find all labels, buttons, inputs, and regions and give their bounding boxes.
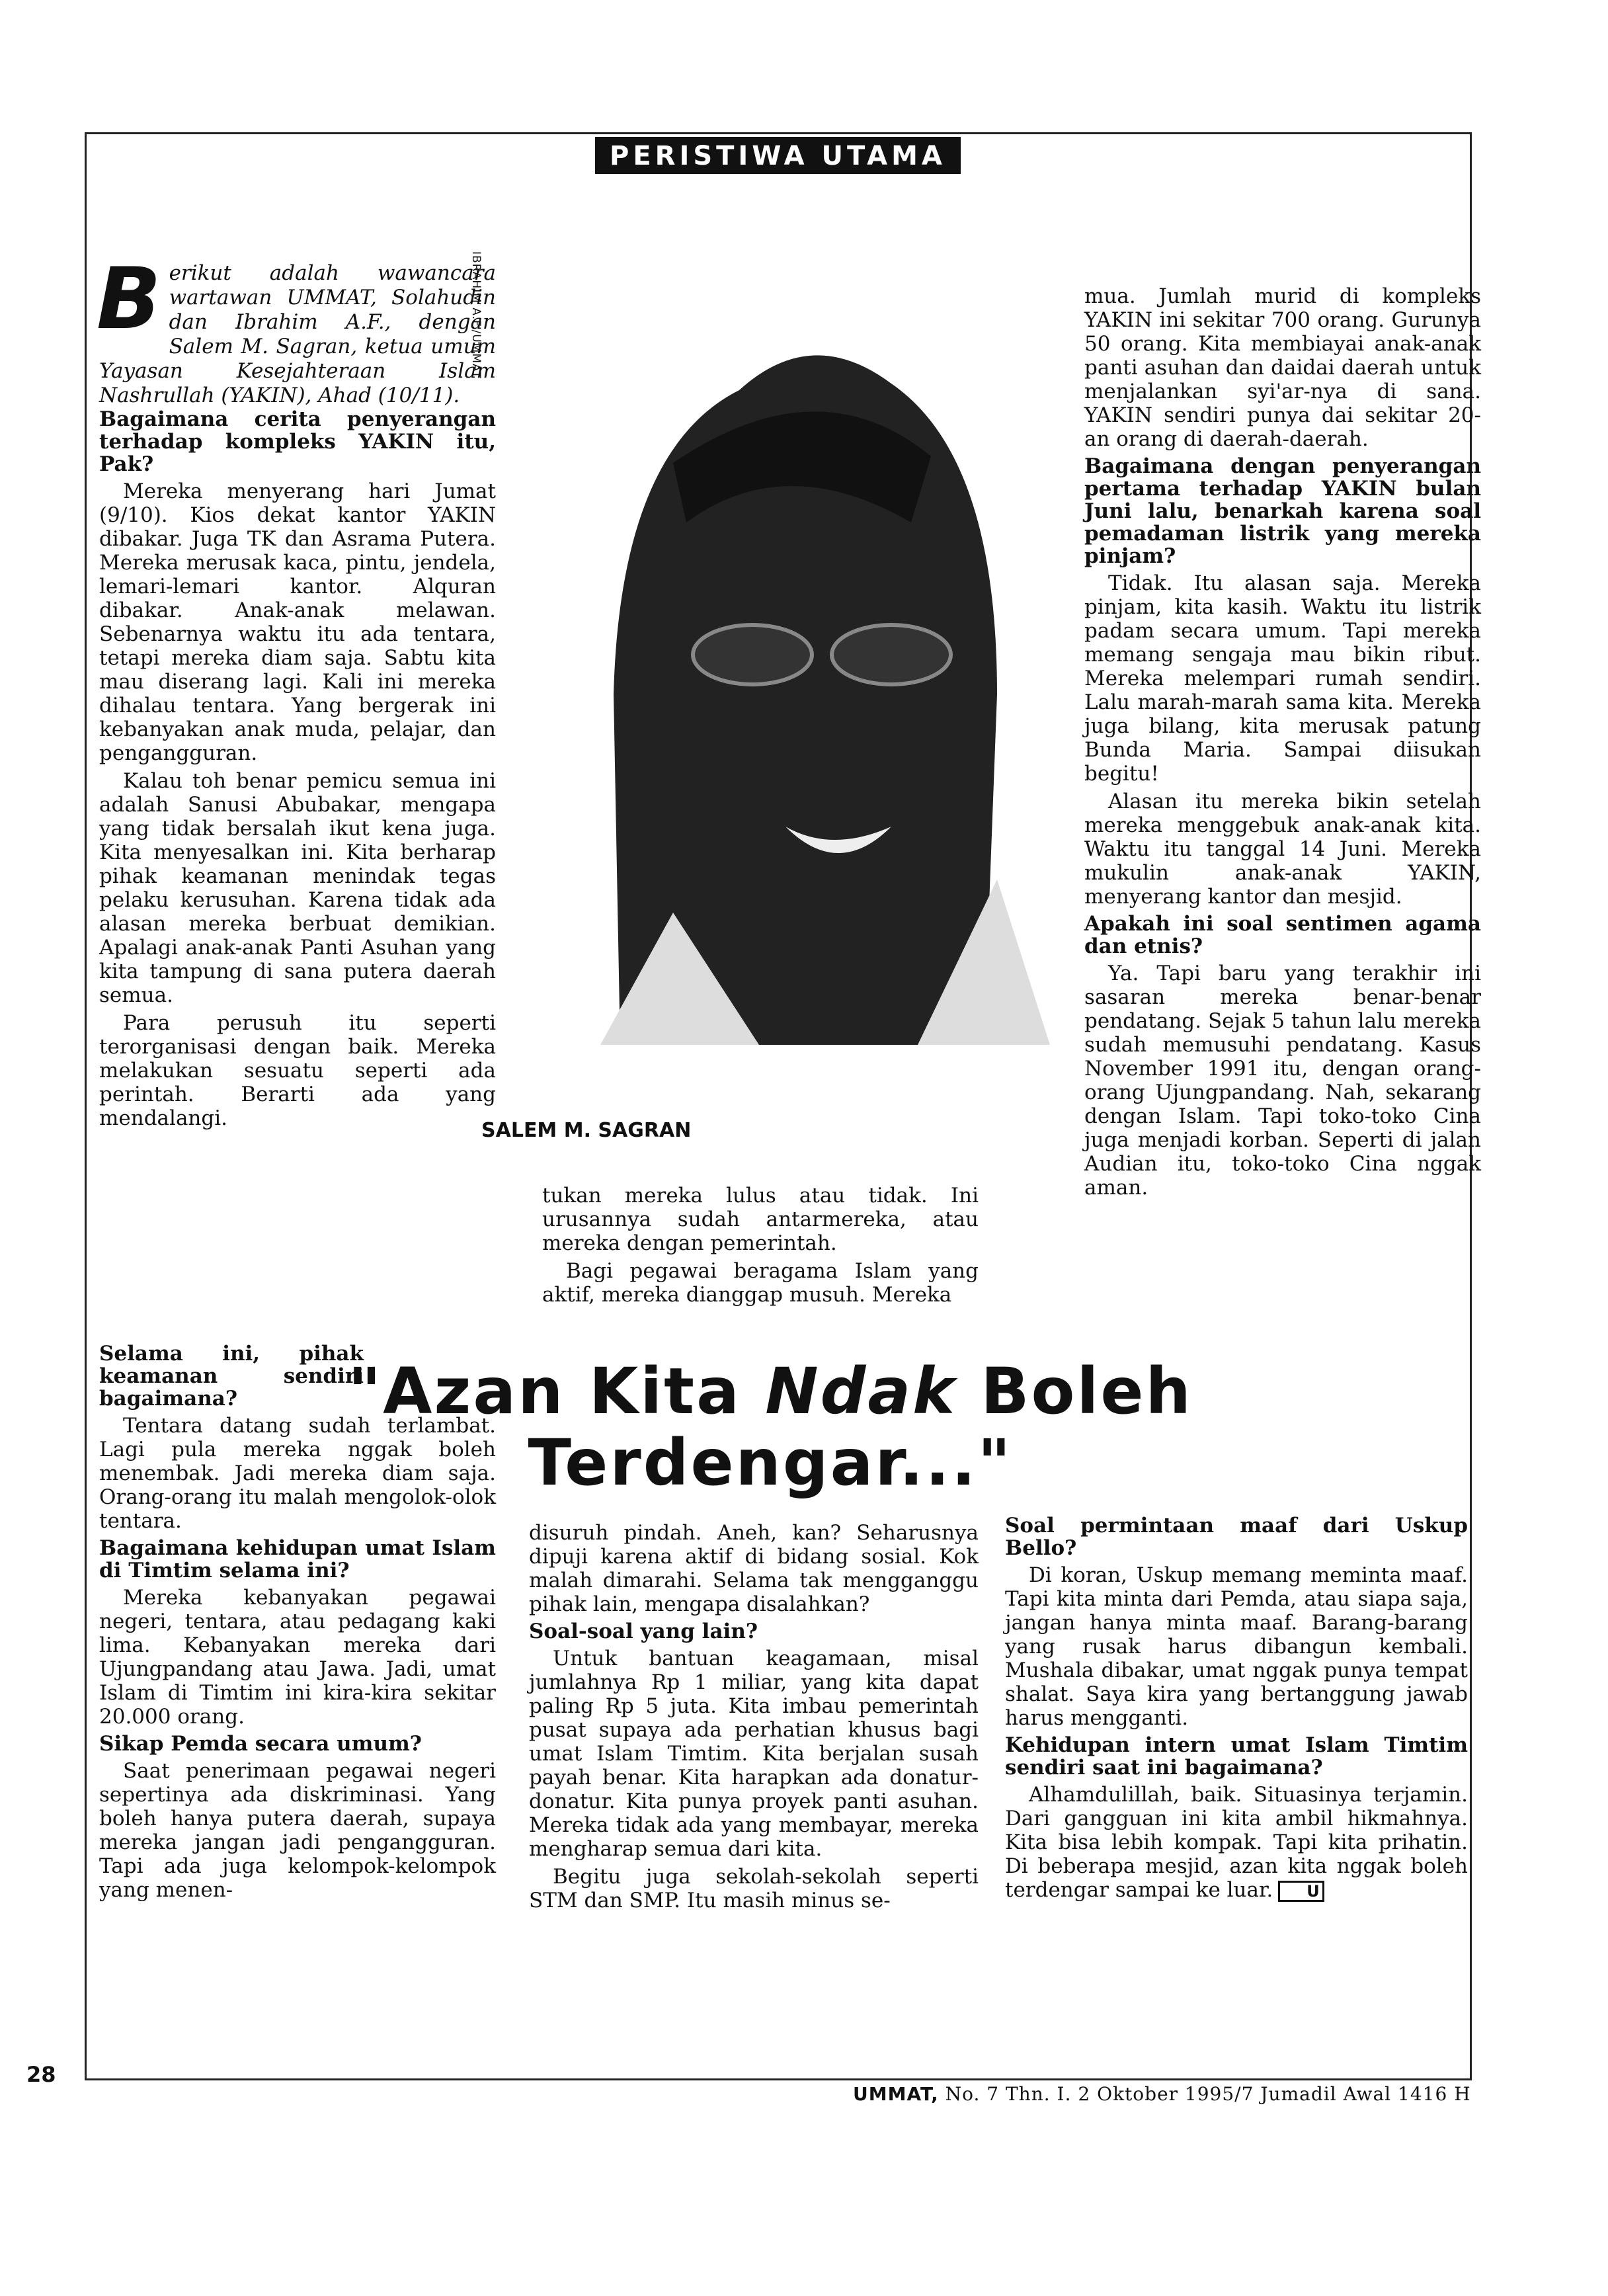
column-middle [542, 1184, 979, 1311]
answer-paragraph: Kalau toh benar pemicu semua ini adalah Sanusi Abubakar, mengapa yang tidak bersalah ikut kena juga. Kita menyesalkan ini. Kita berharap pihak keamanan menindak tegas pelaku kerusuhan. Karena tidak ada alasan mereka berbuat demikian. Apalagi anak-anak Panti Asuhan yang kita tampung di sana putera daerah semua. [99, 769, 496, 1007]
answer-paragraph: Tidak. Itu alasan saja. Mereka pinjam, kita kasih. Waktu itu listrik padam secara umum. Tapi mereka memang sengaja mau bikin ribut. Mereka melempari rumah sendiri. Lalu marah-marah sama kita. Mereka juga bilang, kita merusak patung Bunda Maria. Sampai diisukan begitu! [1084, 571, 1481, 786]
answer-paragraph: Untuk bantuan keagamaan, misal jumlahnya Rp 1 miliar, yang kita dapat paling Rp 5 juta. Kita imbau pemerintah pusat supaya ada perhatian khusus bagi umat Islam Timtim. Kita berjalan susah payah benar. Kita harapkan ada donatur-donatur. Kita punya proyek panti asuhan. Mereka tidak ada yang membayar, mereka mengharap semua dari kita. [529, 1647, 979, 1861]
answer-paragraph: Mereka menyerang hari Jumat (9/10). Kios dekat kantor YAKIN dibakar. Juga TK dan Asrama Putera. Mereka merusak kaca, pintu, jendela, lemari-lemari kantor. Alquran dibakar. Anak-anak melawan. Sebenarnya waktu itu ada tentara, tetapi mereka diam saja. Sabtu kita mau diserang lagi. Kali ini mereka dihalau tentara. Yang bergerak ini kebanyakan anak muda, pelajar, dan pengangguran. [99, 479, 496, 765]
question: Apakah ini soal sentimen agama dan etnis? [1084, 912, 1481, 958]
answer-paragraph: Bagi pegawai beragama Islam yang aktif, mereka dianggap musuh. Mereka [542, 1259, 979, 1307]
intro-text: erikut adalah wawancara wartawan UMMAT, Solahudin dan Ibrahim A.F., dengan Salem M. Sagran, ketua umum Yayasan Kesejahteraan Islam Nashrullah (YAKIN), Ahad (10/11). [99, 261, 496, 407]
answer-paragraph: disuruh pindah. Aneh, kan? Seharusnya dipuji karena aktif di bidang sosial. Kok malah dimarahi. Selama tak mengganggu pihak lain, mengapa disalahkan? [529, 1521, 979, 1616]
answer-paragraph: Saat penerimaan pegawai negeri sepertinya ada diskriminasi. Yang boleh hanya putera daerah, supaya mereka jangan jadi pengangguran. Tapi ada juga kelompok-kelompok yang menen- [99, 1759, 496, 1902]
question: Bagaimana kehidupan umat Islam di Timtim selama ini? [99, 1536, 496, 1582]
question: Bagaimana cerita penyerangan terhadap kompleks YAKIN itu, Pak? [99, 407, 496, 476]
section-label: PERISTIWA UTAMA [595, 137, 961, 174]
headline-line-1: "Azan Kita Ndak Boleh [348, 1354, 1193, 1428]
intro-paragraph [97, 250, 496, 408]
article-headline [331, 1356, 1210, 1498]
answer-paragraph: Tentara datang sudah terlambat. Lagi pula mereka nggak boleh menembak. Jadi mereka diam saja. Orang-orang itu malah mengolok-olok tentara. [99, 1414, 496, 1533]
column-left [97, 250, 496, 1134]
question: Selama ini, pihak keamanan sendiri bagaimana? [99, 1342, 364, 1411]
photo-caption: SALEM M. SAGRAN [481, 1119, 692, 1142]
column-right-lower [1005, 1514, 1468, 1906]
page-number: 28 [26, 2062, 56, 2087]
drop-cap: B [97, 250, 161, 348]
answer-paragraph: tukan mereka lulus atau tidak. Ini urusannya sudah antarmereka, atau mereka dengan pemerintah. [542, 1184, 979, 1255]
end-mark: U [1278, 1881, 1324, 1902]
answer-paragraph: Ya. Tapi baru yang terakhir ini sasaran mereka benar-benar pendatang. Sejak 5 tahun lalu mereka sudah memusuhi pendatang. Kasus November 1991 itu, dengan orang-orang Ujungpandang. Nah, sekarang dengan Islam. Tapi toko-toko Cina juga menjadi korban. Seperti di jalan Audian itu, toko-toko Cina nggak aman. [1084, 962, 1481, 1200]
answer-paragraph: Begitu juga sekolah-sekolah seperti STM dan SMP. Itu masih minus se- [529, 1865, 979, 1912]
question: Soal-soal yang lain? [529, 1620, 758, 1643]
portrait-photo [521, 284, 1076, 1045]
answer-paragraph: Mereka kebanyakan pegawai negeri, tentara, atau pedagang kaki lima. Kebanyakan mereka dari Ujungpandang atau Jawa. Jadi, umat Islam di Timtim ini kira-kira sekitar 20.000 orang. [99, 1586, 496, 1729]
question: Sikap Pemda secara umum? [99, 1732, 422, 1756]
answer-paragraph: Alhamdulillah, baik. Situasinya terjamin. Dari gangguan ini kita ambil hikmahnya. Kita bisa lebih kompak. Tapi kita prihatin. Di beberapa mesjid, azan kita nggak boleh terdengar sampai ke luar. U [1005, 1783, 1468, 1902]
answer-paragraph: Di koran, Uskup memang meminta maaf. Tapi kita minta dari Pemda, atau siapa saja, jangan hanya minta maaf. Barang-barang yang rusak harus dibangun kembali. Mushala dibakar, umat nggak punya tempat shalat. Saya kira yang bertanggung jawab harus mengganti. [1005, 1563, 1468, 1730]
question: Soal permintaan maaf dari Uskup Bello? [1005, 1514, 1468, 1560]
question: Kehidupan intern umat Islam Timtim sendiri saat ini bagaimana? [1005, 1733, 1468, 1780]
column-right [1084, 284, 1481, 1204]
headline-line-2: Terdengar..." [528, 1426, 1013, 1500]
answer-paragraph: mua. Jumlah murid di kompleks YAKIN ini sekitar 700 orang. Gurunya 50 orang. Kita membiayai anak-anak panti asuhan dan daidai daerah untuk menjalankan syi'ar-nya di sana. YAKIN sendiri punya dai sekitar 20-an orang di daerah-daerah. [1084, 284, 1481, 451]
question: Bagaimana dengan penyerangan pertama terhadap YAKIN bulan Juni lalu, benarkah karena soal pemadaman listrik yang mereka pinjam? [1084, 454, 1481, 568]
photo-credit: IBRAHIM A.F./UMMAT [469, 251, 483, 379]
answer-paragraph: Alasan itu mereka bikin setelah mereka menggebuk anak-anak kita. Waktu itu tanggal 14 Juni. Mereka mukulin anak-anak YAKIN, menyerang kantor dan mesjid. [1084, 790, 1481, 909]
answer-paragraph: Para perusuh itu seperti terorganisasi dengan baik. Mereka melakukan sesuatu seperti ada perintah. Berarti ada yang mendalangi. [99, 1011, 496, 1130]
column-middle-lower [529, 1521, 979, 1916]
page-footer: UMMAT, No. 7 Thn. I. 2 Oktober 1995/7 Jumadil Awal 1416 H [853, 2083, 1471, 2105]
